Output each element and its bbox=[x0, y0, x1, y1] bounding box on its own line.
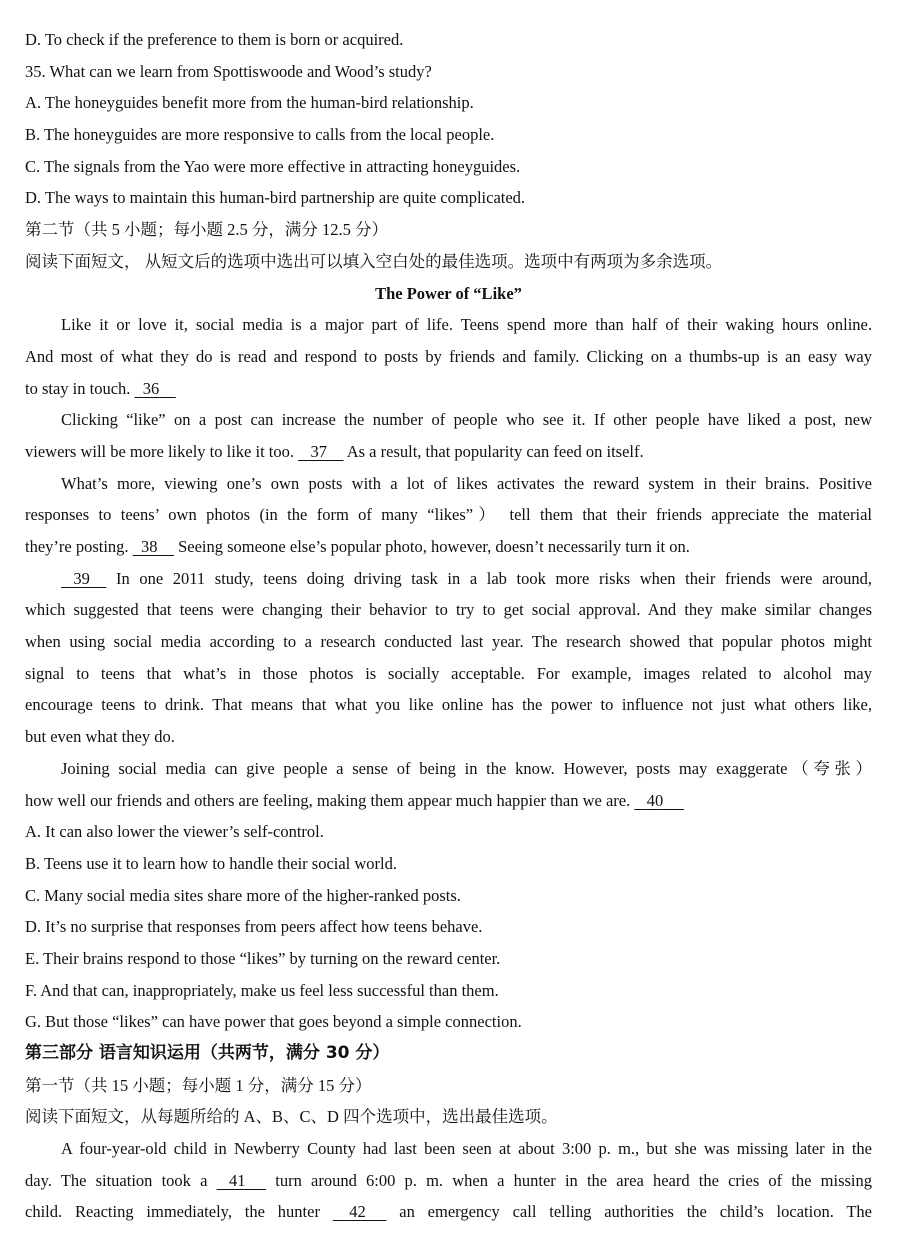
paragraph-line: What’s more, viewing one’s own posts with a lot of likes activates the reward system in their brains. Positive bbox=[61, 473, 872, 493]
q35-question: 35. What can we learn from Spottiswoode and Wood’s study? bbox=[25, 61, 432, 81]
paragraph-text: In one 2011 study, teens doing driving task in a lab took more risks when their friends were around, bbox=[116, 568, 872, 588]
paragraph-line: Clicking “like” on a post can increase the number of people who see it. If other people have liked a post, new bbox=[61, 410, 872, 430]
part3-section1-instruction: 阅读下面短文，从每题所给的 A、B、C、D 四个选项中，选出最佳选项。 bbox=[25, 1107, 558, 1127]
paragraph-line bbox=[25, 785, 872, 817]
q35-option-a: A. The honeyguides benefit more from the human-bird relationship. bbox=[25, 93, 474, 113]
blank-39: 39 bbox=[73, 568, 90, 588]
part3-section1-header: 第一节（共 15 小题；每小题 1 分，满分 15 分） bbox=[25, 1075, 372, 1095]
paragraph-text: Seeing someone else’s popular photo, however, doesn’t necessarily turn it on. bbox=[178, 537, 690, 556]
q35-option-d: D. The ways to maintain this human-bird partnership are quite complicated. bbox=[25, 188, 526, 208]
exam-page bbox=[25, 24, 872, 1228]
paragraph-text: child. Reacting immediately, the hunter bbox=[25, 1202, 320, 1222]
paragraph-text: how well our friends and others are feeling, making them appear much happier than we are. bbox=[25, 790, 631, 810]
section2-header: 第二节（共 5 小题；每小题 2.5 分，满分 12.5 分） bbox=[25, 220, 388, 240]
paragraph-line: A four-year-old child in Newberry County had last been seen at about 3:00 p. m., but she was missing later in the bbox=[61, 1139, 872, 1159]
paragraph-line: Like it or love it, social media is a major part of life. Teens spend more than half of their waking hours online. bbox=[61, 315, 872, 335]
q34-option-d: D. To check if the preference to them is born or acquired. bbox=[25, 30, 404, 49]
paragraph-line: Joining social media can give people a sense of being in the know. However, posts may exaggerate（夸张） bbox=[61, 758, 872, 778]
blank-40: 40 bbox=[646, 790, 664, 810]
paragraph-line bbox=[25, 1196, 872, 1228]
section2-instruction: 阅读下面短文， 从短文后的选项中选出可以填入空白处的最佳选项。选项中有两项为多余选项。 bbox=[25, 251, 723, 271]
option-g: G. But those “likes” can have power that goes beyond a simple connection. bbox=[25, 1012, 522, 1032]
part3-header: 第三部分 语言知识运用（共两节，满分 30 分） bbox=[25, 1043, 390, 1063]
paragraph-text: an emergency call telling authorities the child’s location. The bbox=[399, 1202, 872, 1222]
paragraph-line: encourage teens to drink. That means that what you like online has the power to influence not just what others like, bbox=[25, 695, 872, 715]
blank-36: 36 bbox=[142, 378, 160, 398]
paragraph-text: As a result, that popularity can feed on itself. bbox=[346, 441, 644, 461]
option-b: B. Teens use it to learn how to handle their social world. bbox=[25, 853, 397, 873]
blank-41: 41 bbox=[228, 1170, 246, 1190]
blank-37: 37 bbox=[310, 441, 327, 461]
paragraph-line: but even what they do. bbox=[25, 727, 175, 747]
paragraph-line bbox=[25, 531, 872, 563]
paragraph-line: signal to teens that what’s in those photos is socially acceptable. For example, images related to alcohol may bbox=[25, 663, 872, 683]
paragraph-line: responses to teens’ own photos (in the form of many “likes”） tell them that their friends appreciate the material bbox=[25, 505, 872, 525]
blank-38: 38 bbox=[140, 537, 158, 556]
paragraph-text: turn around 6:00 p. m. when a hunter in the area heard the cries of the missing bbox=[275, 1170, 872, 1190]
option-f: F. And that can, inappropriately, make us feel less successful than them. bbox=[25, 980, 499, 1000]
paragraph-text: viewers will be more likely to like it too. bbox=[25, 441, 294, 461]
option-c: C. Many social media sites share more of the higher-ranked posts. bbox=[25, 885, 461, 905]
paragraph-line bbox=[25, 436, 872, 468]
option-a: A. It can also lower the viewer’s self-control. bbox=[25, 822, 324, 842]
paragraph-line: which suggested that teens were changing their behavior to try to get social approval. And they make similar changes bbox=[25, 600, 872, 620]
paragraph-line: And most of what they do is read and respond to posts by friends and family. Clicking on a thumbs-up is an easy way bbox=[25, 346, 872, 366]
paragraph-line: when using social media according to a research conducted last year. The research showed that popular photos might bbox=[25, 632, 872, 652]
paragraph-line bbox=[25, 563, 872, 595]
paragraph-line bbox=[25, 373, 872, 405]
paragraph-line bbox=[25, 1165, 872, 1197]
paragraph-text: to stay in touch. bbox=[25, 378, 131, 398]
option-e: E. Their brains respond to those “likes” by turning on the reward center. bbox=[25, 948, 501, 968]
paragraph-text: day. The situation took a bbox=[25, 1170, 208, 1190]
q35-option-b: B. The honeyguides are more responsive to calls from the local people. bbox=[25, 125, 495, 145]
paragraph-text: they’re posting. bbox=[25, 537, 129, 556]
q35-option-c: C. The signals from the Yao were more effective in attracting honeyguides. bbox=[25, 156, 521, 176]
option-d: D. It’s no surprise that responses from peers affect how teens behave. bbox=[25, 917, 483, 937]
article-title: The Power of “Like” bbox=[375, 283, 522, 303]
blank-42: 42 bbox=[349, 1202, 366, 1222]
